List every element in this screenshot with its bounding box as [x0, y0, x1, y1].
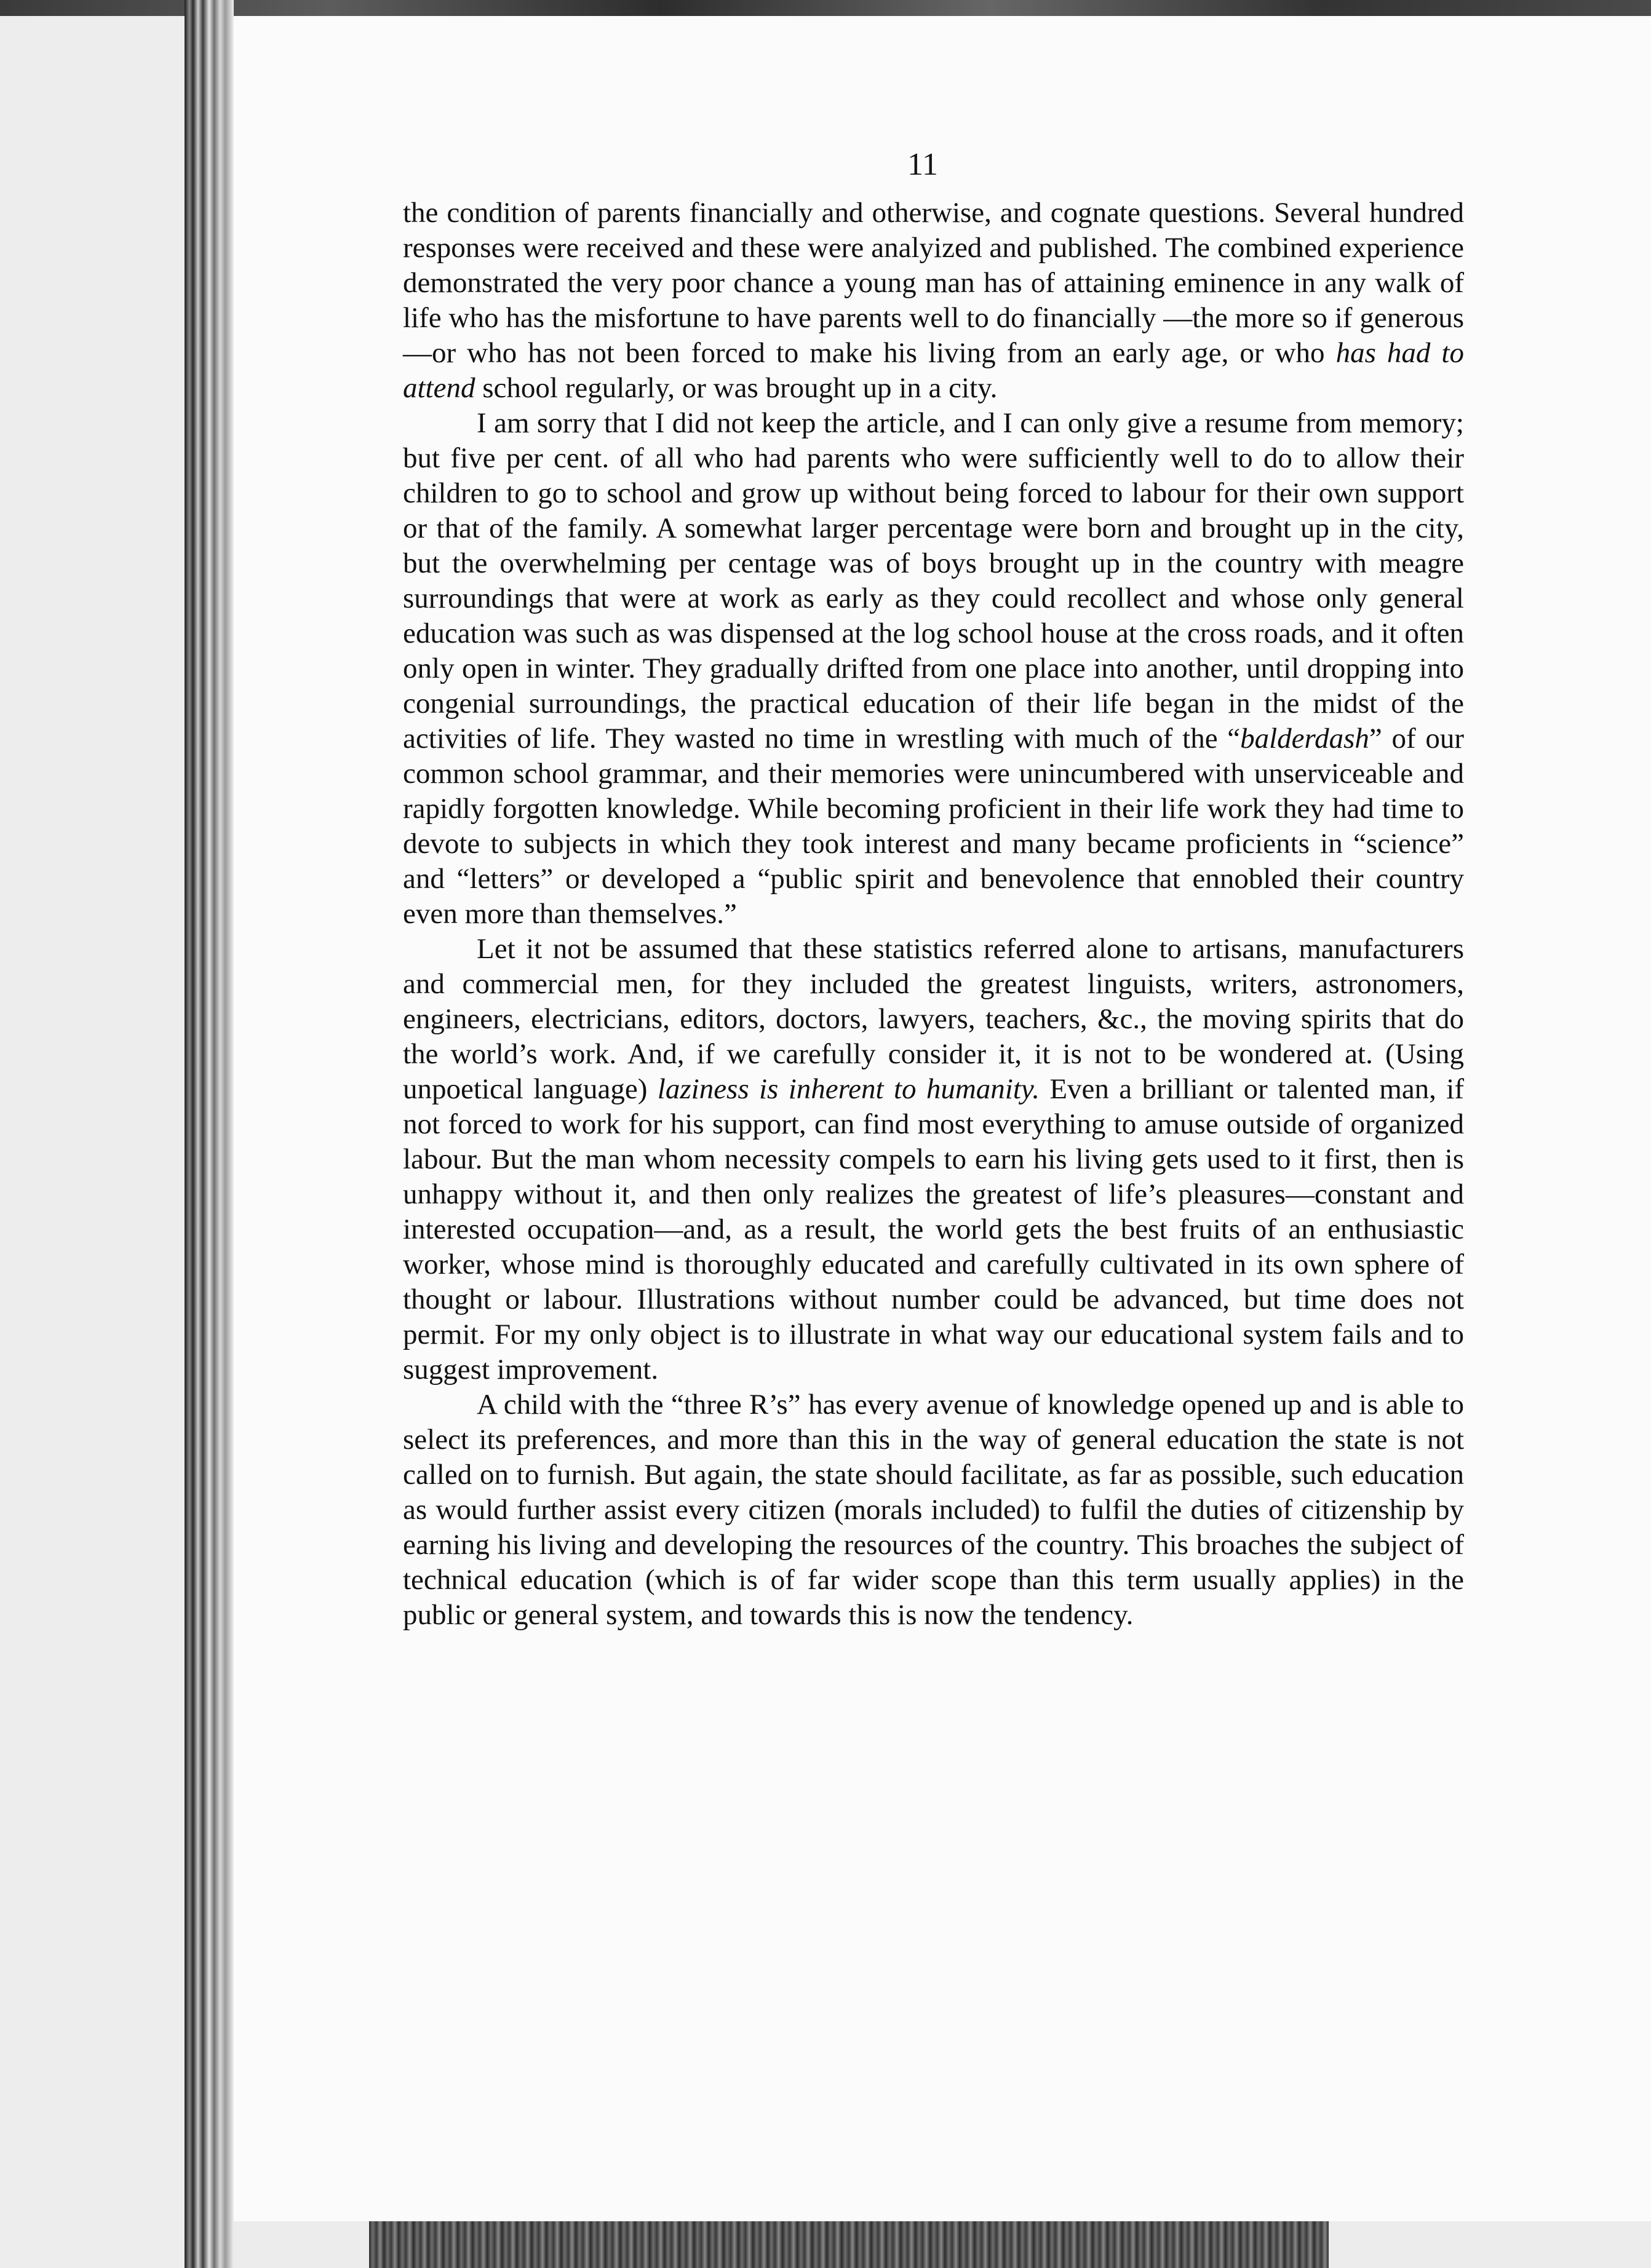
- book-spine: [185, 0, 234, 2268]
- text-run: school regularly, or was brought up in a city.: [475, 372, 998, 404]
- text-run: Even a brilliant or talented man, if not forced to work for his support, can find most everything to amuse outside of organized labour. But the man whom necessity compels to earn his living gets used to it first, then is unhappy without it, and then only realizes the greatest of life’s pleasures—constant and interested occupation—and, as a result, the world gets the best fruits of an enthusiastic worker, whose mind is thoroughly educated and carefully cultivated in its own sphere of thought or labour. Illustrations without number could be advanced, but time does not permit. For my only object is to illustrate in what way our educational system fails and to suggest improvement.: [403, 1073, 1464, 1386]
- paragraph-2: [403, 406, 1464, 932]
- italic-text-run: balderdash: [1240, 723, 1369, 755]
- paragraph-3: [403, 932, 1464, 1387]
- text-run: A child with the “three R’s” has every avenue of knowledge opened up and is able to select its preferences, and more than this in the way of general education the state is not called on to furnish. But again, the state should facilitate, as far as possible, such education as would further assist every citizen (morals included) to fulfil the duties of citizenship by earning his living and developing the resources of the country. This broaches the subject of technical education (which is of far wider scope than this term usually applies) in the public or general system, and towards this is now the tendency.: [403, 1389, 1464, 1631]
- body-text: [403, 196, 1464, 1633]
- italic-text-run: laziness is inherent to humanity.: [657, 1073, 1040, 1105]
- paragraph-4: [403, 1387, 1464, 1633]
- italic-text-run: has had to attend: [403, 337, 1464, 404]
- paragraph-1: [403, 196, 1464, 406]
- page-number: 11: [907, 147, 939, 182]
- scan-edge-bottom: [369, 2221, 1329, 2268]
- facing-page-blank: [0, 16, 185, 2268]
- text-run: ” of our common school grammar, and their memories were unincumbered with unserviceable and rapidly forgotten knowledge. While becoming proficient in their life work they had time to devote to subjects in which they took interest and many became proficients in “science” and “letters” or developed a “public spirit and benevolence that ennobled their country even more than themselves.”: [403, 723, 1464, 930]
- scan-edge-top: [0, 0, 1651, 16]
- text-run: Let it not be assumed that these statistics referred alone to artisans, manufacturers and commercial men, for they included the greatest linguists, writers, astronomers, engineers, electricians, editors, doctors, lawyers, teachers, &c., the moving spirits that do the world’s work. And, if we carefully consider it, it is not to be wondered at. (Using unpoetical language): [403, 933, 1464, 1105]
- text-run: I am sorry that I did not keep the article, and I can only give a resume from memory; but five per cent. of all who had parents who were sufficiently well to do to allow their children to go to school and grow up without being forced to labour for their own support or that of the family. A somewhat larger percentage were born and brought up in the city, but the overwhelming per centage was of boys brought up in the country with meagre surroundings that were at work as early as they could recollect and whose only general education was such as was dispensed at the log school house at the cross roads, and it often only open in winter. They gradually drifted from one place into another, until dropping into congenial surroundings, the practical education of their life began in the midst of the activities of life. They wasted no time in wrestling with much of the “: [403, 407, 1464, 755]
- text-run: the condition of parents financially and otherwise, and cognate questions. Several hundred responses were received and these were analyized and published. The combined experience demonstrated the very poor chance a young man has of attaining eminence in any walk of life who has the misfortune to have parents well to do financially —the more so if generous—or who has not been forced to make his living from an early age, or who: [403, 197, 1464, 369]
